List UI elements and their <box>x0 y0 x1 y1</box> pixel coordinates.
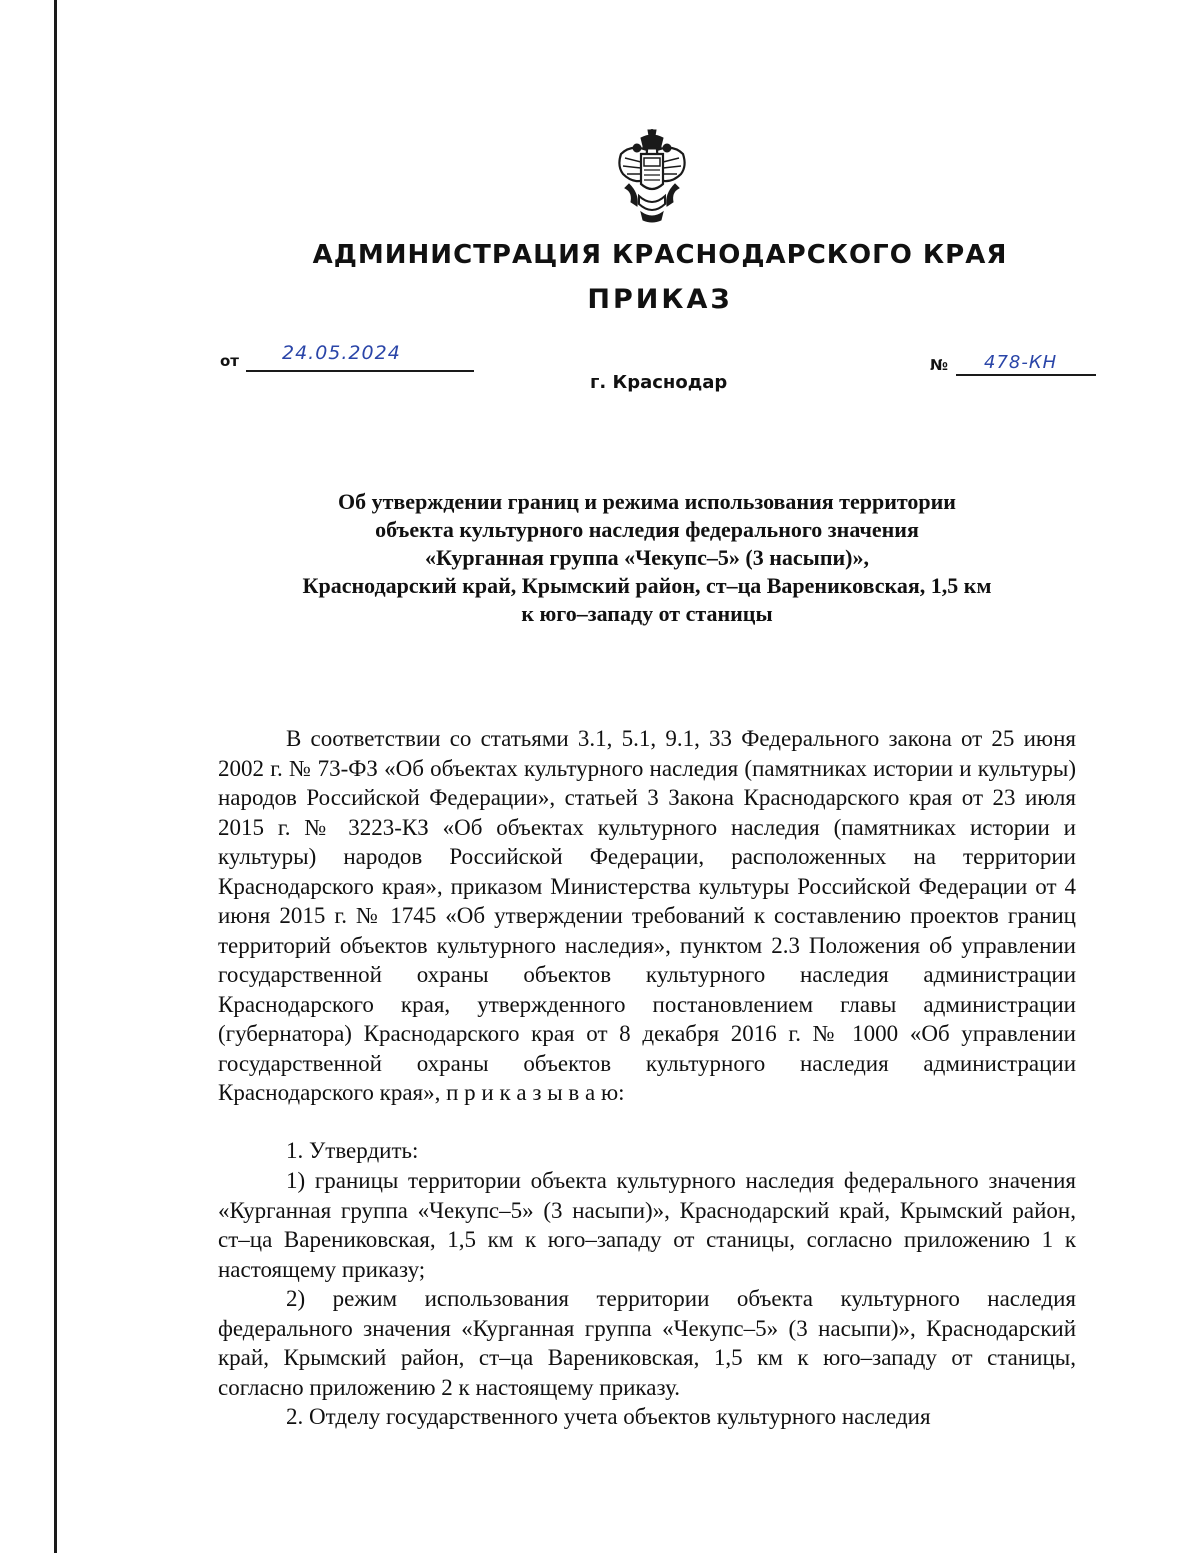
heading-line: Краснодарский край, Крымский район, ст–ца Варениковская, 1,5 км <box>302 573 992 598</box>
heading-line: «Курганная группа «Чекупс–5» (3 насыпи)», <box>424 545 869 570</box>
preamble-block <box>218 724 1076 1108</box>
item-1-2-paragraph: 2) режим использования территории объекта культурного наследия федерального значения «Курганная группа «Чекупс–5» (3 насыпи)», Краснодарский край, Крымский район, ст–ца Варениковская, 1,5 км к юго–западу от станицы, согласно приложению 2 к настоящему приказу. <box>218 1286 1076 1400</box>
heading-line: к юго–западу от станицы <box>521 601 773 626</box>
item-1-2-block <box>218 1284 1076 1402</box>
heading-line: Об утверждении границ и режима использования территории <box>338 489 956 514</box>
page-edge-line <box>54 0 57 1553</box>
item-1-paragraph: 1. Утвердить: <box>286 1138 419 1163</box>
date-value: 24.05.2024 <box>282 342 401 364</box>
preamble-paragraph: В соответствии со статьями 3.1, 5.1, 9.1, 33 Федерального закона от 25 июня 2002 г. № 73-ФЗ «Об объектах культурного наследия (памятниках истории и культуры) народов Российской Федерации», статьей 3 Закона Краснодарского края от 23 июля 2015 г. № 3223-КЗ «Об объектах культурного наследия (памятниках истории и культуры) народов Российской Федерации, расположенных на территории Краснодарского края», приказом Министерства культуры Российской Федерации от 4 июня 2015 г. № 1745 «Об утверждении требований к составлению проектов границ территорий объектов культурного наследия», пунктом 2.3 Положения об управлении государственной охраны объектов культурного наследия администрации Краснодарского края, утвержденного постановлением главы администрации (губернатора) Краснодарского края от 8 декабря 2016 г. № 1000 «Об управлении государственной охраны объектов культурного наследия администрации Краснодарского края», п р и к а з ы в а ю: <box>218 726 1076 1105</box>
document-type-title: ПРИКАЗ <box>587 284 733 315</box>
heading-line: объекта культурного наследия федерального значения <box>375 517 919 542</box>
date-label: от <box>220 352 239 370</box>
number-underline <box>956 374 1096 376</box>
item-2-block <box>218 1402 1076 1432</box>
item-2-paragraph: 2. Отделу государственного учета объектов культурного наследия <box>286 1404 931 1429</box>
item-1-1-block <box>218 1166 1076 1284</box>
city-name: г. Краснодар <box>590 372 728 393</box>
number-value: 478-КН <box>984 352 1058 373</box>
item-1-block <box>218 1136 1076 1166</box>
number-label: № <box>930 356 949 374</box>
item-1-1-paragraph: 1) границы территории объекта культурного наследия федерального значения «Курганная группа «Чекупс–5» (3 насыпи)», Краснодарский край, Крымский район, ст–ца Варениковская, 1,5 км к юго–западу от станицы, согласно приложению 1 к настоящему приказу; <box>218 1168 1076 1282</box>
date-underline <box>246 370 474 372</box>
document-heading <box>0 488 1200 628</box>
organization-title: АДМИНИСТРАЦИЯ КРАСНОДАРСКОГО КРАЯ <box>312 240 1008 270</box>
coat-of-arms-icon <box>611 128 693 224</box>
